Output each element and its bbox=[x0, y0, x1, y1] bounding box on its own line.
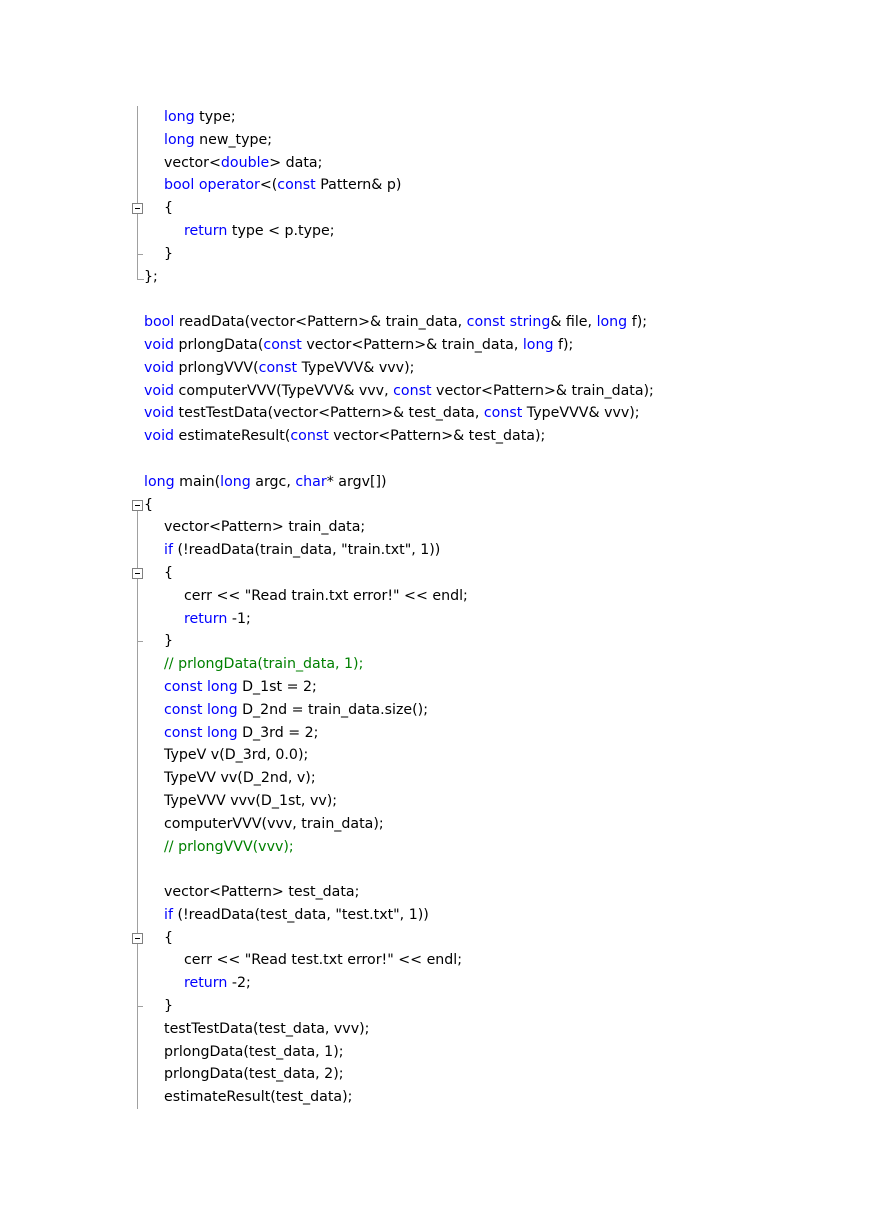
code-text bbox=[164, 1018, 369, 1041]
code-token: }; bbox=[144, 268, 158, 285]
code-comment: // prlongVVV(vvv); bbox=[164, 838, 294, 855]
code-token: vector<Pattern>& train_data, bbox=[301, 336, 523, 353]
code-line bbox=[130, 790, 850, 813]
code-text bbox=[144, 357, 414, 380]
code-line bbox=[130, 174, 850, 197]
fold-guide-line bbox=[130, 585, 144, 608]
code-keyword: if bbox=[164, 906, 173, 923]
code-line bbox=[130, 129, 850, 152]
code-line bbox=[130, 1041, 850, 1064]
code-line bbox=[130, 562, 850, 585]
code-token: * argv[]) bbox=[326, 473, 387, 490]
code-line bbox=[130, 311, 850, 334]
code-keyword: const bbox=[164, 678, 203, 695]
code-text bbox=[184, 608, 251, 631]
code-keyword: if bbox=[164, 542, 173, 559]
code-text bbox=[164, 699, 428, 722]
code-line bbox=[130, 585, 850, 608]
code-keyword: const bbox=[263, 336, 302, 353]
code-token: D_1st = 2; bbox=[237, 678, 317, 695]
code-text bbox=[164, 1086, 352, 1109]
code-text bbox=[164, 516, 365, 539]
code-keyword: void bbox=[144, 336, 175, 353]
code-line bbox=[130, 380, 850, 403]
code-keyword: const bbox=[258, 359, 298, 376]
code-keyword: long bbox=[522, 336, 554, 353]
code-text bbox=[164, 129, 272, 152]
code-text bbox=[164, 653, 363, 676]
gutter-blank bbox=[130, 425, 144, 448]
code-text bbox=[164, 790, 337, 813]
code-token: { bbox=[164, 564, 174, 581]
code-text bbox=[184, 972, 251, 995]
fold-guide-line bbox=[130, 539, 144, 562]
code-keyword: const bbox=[393, 382, 432, 399]
code-line bbox=[130, 608, 850, 631]
fold-guide-line bbox=[130, 881, 144, 904]
code-token: testTestData(test_data, vvv); bbox=[164, 1020, 370, 1037]
code-token: (!readData(test_data, "test.txt", 1)) bbox=[172, 906, 429, 923]
code-comment: // prlongData(train_data, 1); bbox=[164, 656, 364, 673]
fold-guide-line bbox=[130, 243, 144, 266]
code-token: vector<Pattern>& test_data); bbox=[328, 428, 546, 445]
code-line bbox=[130, 266, 850, 289]
code-line bbox=[130, 516, 850, 539]
code-line bbox=[130, 1086, 850, 1109]
code-text bbox=[164, 927, 173, 950]
code-line bbox=[130, 927, 850, 950]
fold-guide-line bbox=[130, 266, 144, 289]
code-keyword: const bbox=[290, 428, 329, 445]
code-text bbox=[184, 949, 462, 972]
code-keyword: return bbox=[184, 975, 228, 992]
code-text bbox=[164, 1041, 344, 1064]
minus-box-icon[interactable] bbox=[132, 203, 143, 214]
code-keyword: long bbox=[144, 473, 175, 490]
code-line bbox=[130, 402, 850, 425]
code-token: > data; bbox=[269, 154, 323, 171]
fold-guide-line bbox=[130, 995, 144, 1018]
code-token: { bbox=[144, 496, 154, 513]
code-text bbox=[144, 334, 573, 357]
code-text bbox=[164, 539, 440, 562]
fold-guide-line bbox=[130, 174, 144, 197]
code-keyword: return bbox=[184, 222, 228, 239]
code-text bbox=[184, 585, 468, 608]
fold-guide-line bbox=[130, 904, 144, 927]
code-line bbox=[130, 197, 850, 220]
code-token: argc, bbox=[250, 473, 296, 490]
fold-guide-line bbox=[130, 699, 144, 722]
code-token: TypeVVV& vvv); bbox=[297, 359, 415, 376]
code-text bbox=[144, 471, 387, 494]
code-text bbox=[164, 630, 173, 653]
code-keyword: char bbox=[295, 473, 327, 490]
minus-box-icon[interactable] bbox=[132, 933, 143, 944]
code-keyword: bool bbox=[144, 314, 175, 331]
fold-guide-line bbox=[130, 106, 144, 129]
code-keyword: double bbox=[220, 154, 270, 171]
code-token: f); bbox=[553, 336, 574, 353]
fold-guide-line bbox=[130, 653, 144, 676]
code-keyword: long bbox=[596, 314, 628, 331]
gutter-blank bbox=[130, 402, 144, 425]
code-text bbox=[144, 380, 654, 403]
fold-guide-line bbox=[130, 813, 144, 836]
fold-guide-line bbox=[130, 790, 144, 813]
code-token: estimateResult( bbox=[174, 428, 291, 445]
code-token: cerr << "Read test.txt error!" << endl; bbox=[184, 952, 463, 969]
code-token: prlongData(test_data, 1); bbox=[164, 1043, 344, 1060]
code-token: estimateResult(test_data); bbox=[164, 1089, 353, 1106]
code-keyword: long bbox=[164, 131, 195, 148]
fold-collapse-icon[interactable] bbox=[130, 197, 144, 220]
code-keyword: const bbox=[466, 314, 506, 331]
code-token: prlongData( bbox=[174, 336, 264, 353]
code-token: (!readData(train_data, "train.txt", 1)) bbox=[172, 542, 441, 559]
gutter-blank bbox=[130, 380, 144, 403]
code-keyword: long bbox=[206, 724, 238, 741]
code-text bbox=[144, 311, 647, 334]
code-token: computerVVV(vvv, train_data); bbox=[164, 815, 384, 832]
gutter-blank bbox=[130, 311, 144, 334]
code-listing bbox=[130, 106, 850, 1109]
code-line bbox=[130, 881, 850, 904]
code-line bbox=[130, 836, 850, 859]
code-keyword: long bbox=[206, 678, 238, 695]
code-text bbox=[164, 836, 294, 859]
code-token: D_3rd = 2; bbox=[237, 724, 319, 741]
code-text bbox=[144, 494, 153, 517]
code-line bbox=[130, 334, 850, 357]
code-text bbox=[164, 197, 173, 220]
code-text bbox=[164, 995, 173, 1018]
code-token: computerVVV(TypeVVV& vvv, bbox=[174, 382, 394, 399]
code-line bbox=[130, 471, 850, 494]
code-keyword: const bbox=[277, 177, 316, 194]
code-text bbox=[144, 402, 640, 425]
code-text bbox=[164, 744, 308, 767]
fold-guide-line bbox=[130, 152, 144, 175]
code-line bbox=[130, 630, 850, 653]
fold-guide-line bbox=[130, 836, 144, 859]
code-keyword: const bbox=[164, 724, 203, 741]
code-keyword: void bbox=[144, 428, 175, 445]
code-token: TypeVVV vvv(D_1st, vv); bbox=[164, 792, 338, 809]
fold-guide-line bbox=[130, 1041, 144, 1064]
code-token: vector<Pattern>& train_data); bbox=[431, 382, 654, 399]
fold-guide-line bbox=[130, 722, 144, 745]
code-line bbox=[130, 448, 850, 471]
fold-guide-line bbox=[130, 516, 144, 539]
code-token: D_2nd = train_data.size(); bbox=[237, 701, 428, 718]
code-token: type < p.type; bbox=[227, 222, 335, 239]
code-text bbox=[144, 266, 158, 289]
gutter-blank bbox=[130, 471, 144, 494]
fold-guide-line bbox=[130, 767, 144, 790]
code-token: vector<Pattern> test_data; bbox=[164, 884, 360, 901]
code-token: { bbox=[164, 200, 174, 217]
code-token: -2; bbox=[227, 975, 251, 992]
fold-guide-line bbox=[130, 949, 144, 972]
fold-guide-line bbox=[130, 744, 144, 767]
code-line bbox=[130, 243, 850, 266]
fold-guide-line bbox=[130, 1018, 144, 1041]
code-line bbox=[130, 494, 850, 517]
fold-guide-line bbox=[130, 220, 144, 243]
code-text bbox=[164, 1063, 344, 1086]
code-token: f); bbox=[627, 314, 648, 331]
code-keyword: string bbox=[509, 314, 551, 331]
code-token: TypeVVV& vvv); bbox=[522, 405, 640, 422]
code-line bbox=[130, 220, 850, 243]
minus-box-icon[interactable] bbox=[132, 500, 143, 511]
code-text bbox=[164, 174, 401, 197]
code-keyword: bool bbox=[164, 177, 195, 194]
code-keyword: const bbox=[164, 701, 203, 718]
fold-guide-line bbox=[130, 129, 144, 152]
fold-guide-line bbox=[130, 1086, 144, 1109]
code-text bbox=[164, 106, 236, 129]
code-line bbox=[130, 995, 850, 1018]
code-line bbox=[130, 858, 850, 881]
code-keyword: long bbox=[164, 109, 195, 125]
code-text bbox=[164, 904, 429, 927]
code-line bbox=[130, 676, 850, 699]
gutter-blank bbox=[130, 334, 144, 357]
code-line bbox=[130, 813, 850, 836]
code-token: } bbox=[164, 998, 174, 1015]
code-token: testTestData(vector<Pattern>& test_data, bbox=[174, 405, 484, 422]
code-line bbox=[130, 152, 850, 175]
fold-collapse-icon[interactable] bbox=[130, 494, 144, 517]
code-line bbox=[130, 904, 850, 927]
code-token: type; bbox=[194, 109, 236, 125]
code-token: cerr << "Read train.txt error!" << endl; bbox=[184, 587, 468, 604]
code-keyword: long bbox=[206, 701, 238, 718]
fold-collapse-icon[interactable] bbox=[130, 562, 144, 585]
code-text bbox=[144, 425, 545, 448]
code-line bbox=[130, 722, 850, 745]
code-line bbox=[130, 699, 850, 722]
code-token: Pattern& p) bbox=[315, 177, 402, 194]
fold-collapse-icon[interactable] bbox=[130, 927, 144, 950]
code-text bbox=[164, 562, 173, 585]
code-line bbox=[130, 288, 850, 311]
code-keyword: void bbox=[144, 359, 175, 376]
code-keyword: const bbox=[483, 405, 523, 422]
code-text bbox=[164, 881, 359, 904]
fold-guide-line bbox=[130, 676, 144, 699]
code-token: readData(vector<Pattern>& train_data, bbox=[174, 314, 467, 331]
code-keyword: long bbox=[220, 473, 251, 490]
fold-guide-line bbox=[130, 972, 144, 995]
code-text bbox=[184, 220, 335, 243]
code-line bbox=[130, 1018, 850, 1041]
gutter-blank bbox=[130, 357, 144, 380]
gutter-blank bbox=[130, 448, 144, 471]
code-line bbox=[130, 744, 850, 767]
code-token: prlongData(test_data, 2); bbox=[164, 1066, 344, 1083]
code-line bbox=[130, 653, 850, 676]
code-token: } bbox=[164, 633, 174, 650]
code-line bbox=[130, 425, 850, 448]
code-text bbox=[164, 152, 322, 175]
code-text bbox=[164, 676, 317, 699]
code-keyword: void bbox=[144, 382, 175, 399]
code-line bbox=[130, 106, 850, 129]
code-token: vector<Pattern> train_data; bbox=[164, 519, 366, 536]
code-text bbox=[164, 813, 384, 836]
code-token: main( bbox=[174, 473, 221, 490]
code-text bbox=[164, 767, 316, 790]
fold-guide-line bbox=[130, 1063, 144, 1086]
code-token: <( bbox=[259, 177, 278, 194]
code-line bbox=[130, 357, 850, 380]
code-keyword: operator bbox=[198, 177, 260, 194]
code-token: new_type; bbox=[194, 131, 273, 148]
code-line bbox=[130, 539, 850, 562]
gutter-blank bbox=[130, 288, 144, 311]
code-text bbox=[164, 243, 173, 266]
code-line bbox=[130, 972, 850, 995]
code-keyword: return bbox=[184, 610, 228, 627]
code-token: TypeV v(D_3rd, 0.0); bbox=[164, 747, 309, 764]
code-token: { bbox=[164, 929, 174, 946]
code-token: TypeVV vv(D_2nd, v); bbox=[164, 770, 316, 787]
code-token: -1; bbox=[227, 610, 251, 627]
code-line bbox=[130, 1063, 850, 1086]
code-line bbox=[130, 949, 850, 972]
code-keyword: void bbox=[144, 405, 175, 422]
code-line bbox=[130, 767, 850, 790]
code-text bbox=[164, 722, 318, 745]
code-token: & file, bbox=[550, 314, 597, 331]
fold-guide-line bbox=[130, 608, 144, 631]
fold-guide-line bbox=[130, 858, 144, 881]
minus-box-icon[interactable] bbox=[132, 568, 143, 579]
code-token: } bbox=[164, 245, 174, 262]
fold-guide-line bbox=[130, 630, 144, 653]
code-token: vector< bbox=[164, 154, 221, 171]
code-token: prlongVVV( bbox=[174, 359, 259, 376]
